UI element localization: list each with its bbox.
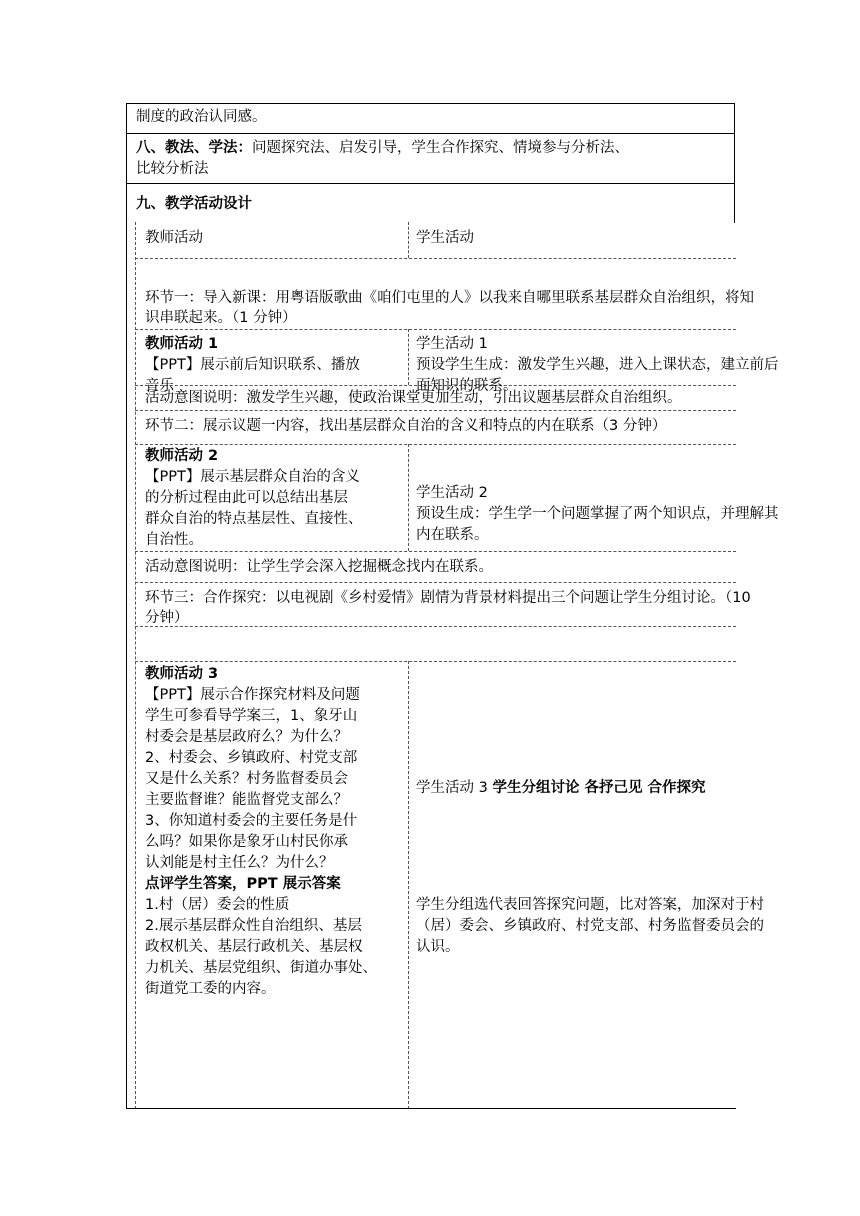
- teacher-activity-2-line-3: 群众自治的特点基层性、直接性、: [145, 511, 363, 527]
- teacher-activity-1-line-1: 【PPT】展示前后知识联系、播放: [145, 357, 360, 373]
- stage-3-line-2: 分钟）: [145, 610, 189, 626]
- activity-table: [135, 222, 779, 1109]
- teacher-activity-2-line-4: 自治性。: [145, 532, 203, 548]
- stage-1-line-2: 识串联起来。（1 分钟）: [145, 310, 297, 326]
- methods-label: 八、教法、学法：: [136, 140, 252, 156]
- teacher-activity-3-line: 学生可参看导学案三，1、象牙山: [145, 708, 358, 724]
- teacher-activity-2-line-1: 【PPT】展示基层群众自治的含义: [145, 469, 360, 485]
- intent-2: 活动意图说明：让学生学会深入挖掘概念找内在联系。: [145, 559, 493, 575]
- review-heading: 点评学生答案，PPT 展示答案: [145, 876, 341, 892]
- student-activity-2-title: 学生活动 2: [416, 485, 488, 501]
- student-activity-2-line-1: 预设生成：学生学一个问题掌握了两个知识点，并理解其: [416, 506, 779, 522]
- teacher-activity-1-title: 教师活动 1: [145, 336, 219, 352]
- teacher-activity-2-title: 教师活动 2: [145, 448, 219, 464]
- header-student: 学生活动: [416, 230, 474, 246]
- answer-2-line: 政权机关、基层行政机关、基层权: [145, 939, 363, 955]
- teacher-activity-3-line: 【PPT】展示合作探究材料及问题: [145, 687, 360, 703]
- stage-3-line-1: 环节三：合作探究：以电视剧《乡村爱情》剧情为背景材料提出三个问题让学生分组讨论。（10: [145, 590, 751, 606]
- row-methods: [127, 133, 735, 183]
- document-page: [126, 103, 779, 1109]
- row-activity-design: [127, 183, 735, 223]
- teacher-activity-3-line: 又是什么关系？村务监督委员会: [145, 771, 348, 787]
- student-response-line-3: 认识。: [416, 939, 460, 955]
- stage-2: 环节二：展示议题一内容，找出基层群众自治的含义和特点的内在联系（3 分钟）: [145, 418, 667, 434]
- answer-2-line: 街道党工委的内容。: [145, 981, 276, 997]
- teacher-activity-3-line: 3、你知道村委会的主要任务是什: [145, 813, 358, 829]
- teacher-activity-3-line: 主要监督谁？能监督党支部么？: [145, 792, 348, 808]
- intent-1: 活动意图说明：激发学生兴趣，使政治课堂更加生动，引出议题基层群众自治组织。: [145, 390, 682, 406]
- student-activity-3-bold: 学生分组讨论 各抒己见 合作探究: [492, 780, 706, 796]
- answer-2-line: 2.展示基层群众性自治组织、基层: [145, 918, 362, 934]
- teacher-activity-3-line: 么吗？如果你是象牙山村民你承: [145, 834, 348, 850]
- row-text: 制度的政治认同感。: [136, 109, 267, 125]
- answer-2-line: 力机关、基层党组织、街道办事处、: [145, 960, 377, 976]
- stage-1-line-1: 环节一：导入新课：用粤语版歌曲《咱们屯里的人》以我来自哪里联系基层群众自治组织，将知: [145, 290, 754, 306]
- section-heading: 九、教学活动设计: [136, 196, 252, 212]
- student-response-line-2: （居）委会、乡镇政府、村党支部、村务监督委员会的: [416, 918, 764, 934]
- teacher-activity-3-line: 村委会是基层政府么？为什么？: [145, 729, 348, 745]
- student-activity-3-label: 学生活动 3: [416, 780, 488, 796]
- teacher-activity-1-line-2: 音乐: [145, 378, 174, 394]
- student-activity-1-line-2: 面知识的联系。: [416, 378, 518, 394]
- teacher-activity-3-line: 认刘能是村主任么？为什么？: [145, 855, 334, 871]
- student-activity-1-line-1: 预设学生生成：激发学生兴趣，进入上课状态，建立前后: [416, 357, 779, 373]
- student-activity-3: [416, 778, 706, 799]
- methods-text: 问题探究法、启发引导，学生合作探究、情境参与分析法、: [252, 140, 629, 156]
- row-political-identity: [127, 103, 735, 133]
- student-response-line-1: 学生分组选代表回答探究问题，比对答案，加深对于村: [416, 897, 764, 913]
- student-activity-1-title: 学生活动 1: [416, 336, 488, 352]
- student-activity-2-line-2: 内在联系。: [416, 527, 489, 543]
- teacher-activity-3-line: 2、村委会、乡镇政府、村党支部: [145, 750, 358, 766]
- teacher-activity-2-line-2: 的分析过程由此可以总结出基层: [145, 490, 348, 506]
- teacher-activity-3-title: 教师活动 3: [145, 666, 219, 682]
- header-teacher: 教师活动: [145, 230, 203, 246]
- methods-line-1: [136, 138, 629, 159]
- methods-line-2: 比较分析法: [136, 161, 209, 177]
- answer-1: 1.村（居）委会的性质: [145, 897, 290, 913]
